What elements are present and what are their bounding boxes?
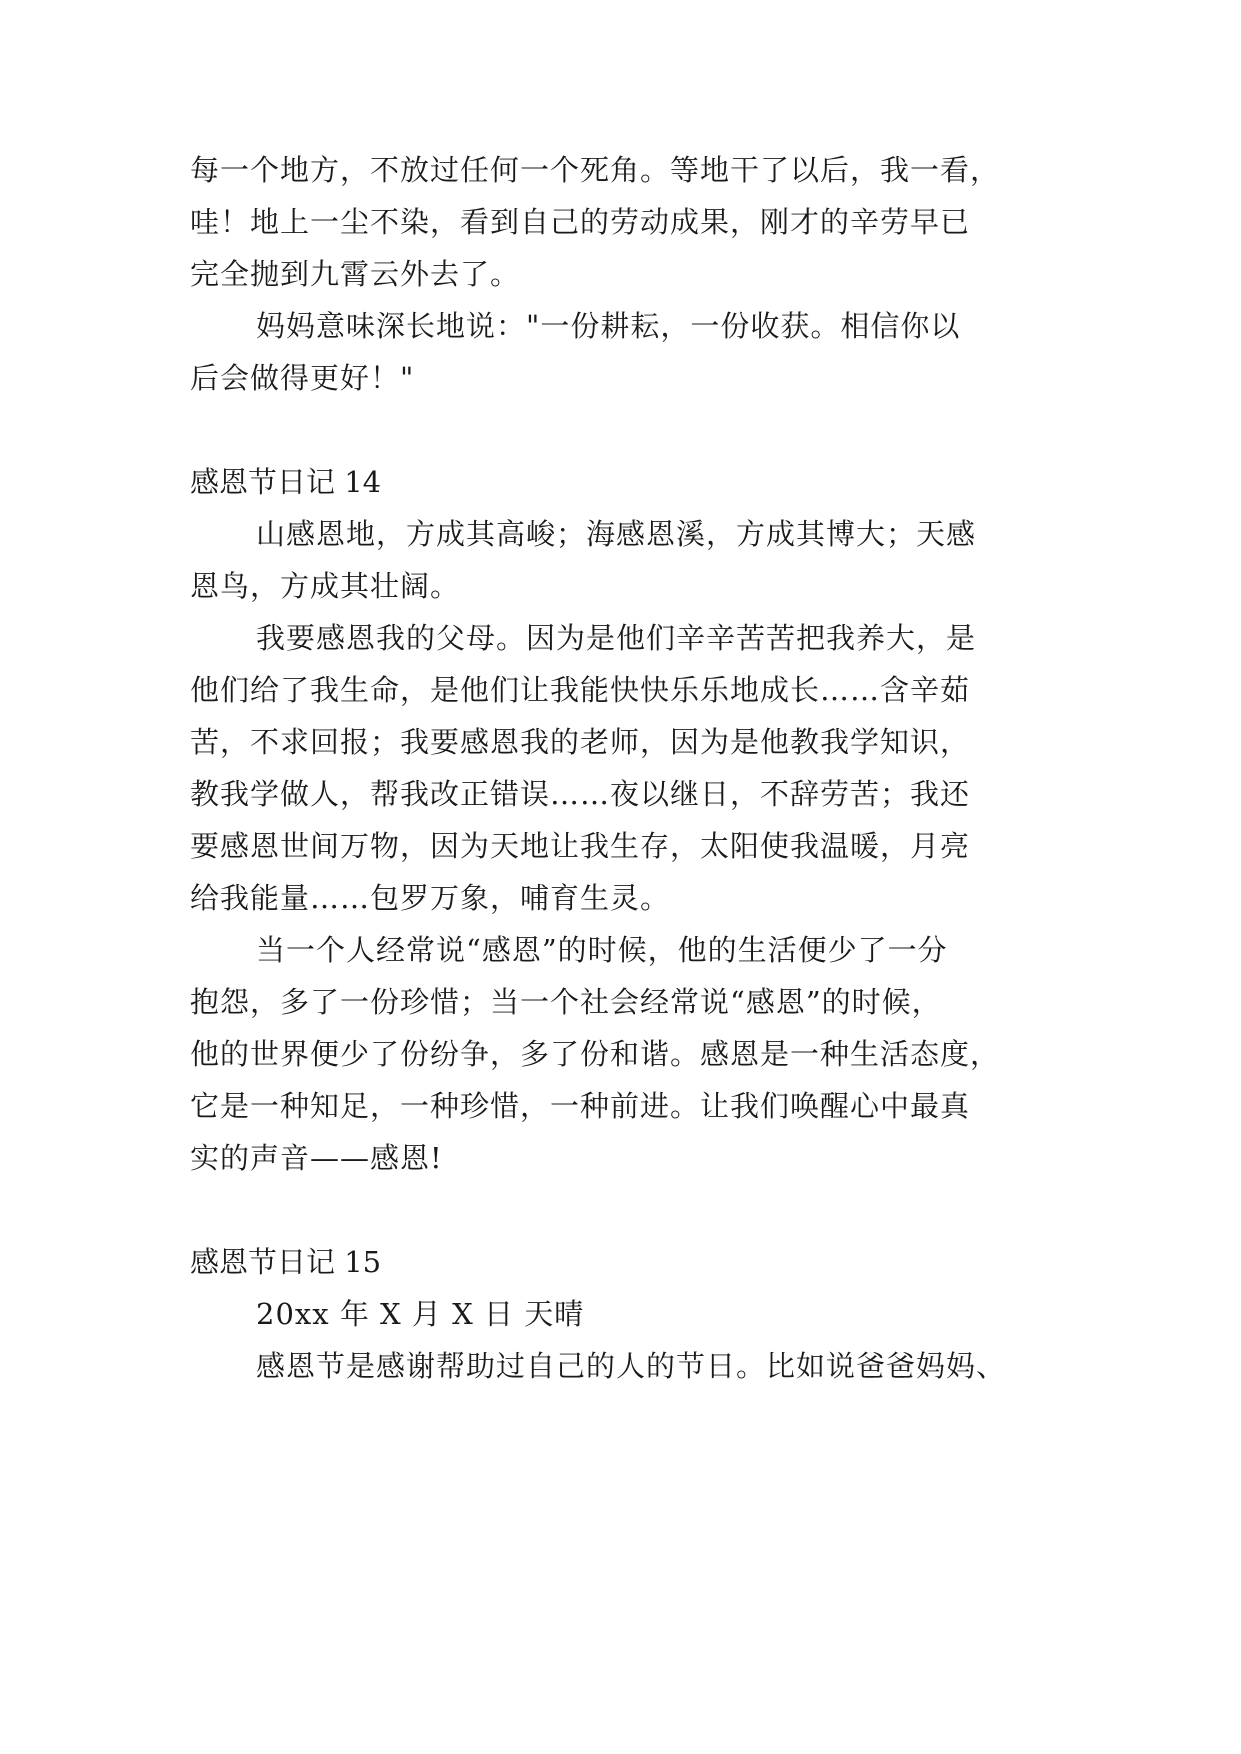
text-line: 感恩节是感谢帮助过自己的人的节日。比如说爸爸妈妈、 [256,1349,1007,1383]
section-title: 感恩节日记 14 [190,465,382,499]
text-line: 他的世界便少了份纷争，多了份和谐。感恩是一种生活态度， [190,1037,1001,1071]
text-line: 当一个人经常说“感恩”的时候，他的生活便少了一分 [256,933,948,967]
section-title: 感恩节日记 15 [190,1245,382,1279]
text-line: 实的声音——感恩! [190,1141,443,1175]
text-line: 妈妈意味深长地说："一份耕耘，一份收获。相信你以 [256,309,961,343]
text-line: 恩鸟，方成其壮阔。 [190,569,461,603]
text-line: 给我能量……包罗万象，哺育生灵。 [190,881,671,915]
text-line: 他们给了我生命，是他们让我能快快乐乐地成长……含辛茹 [190,673,971,707]
text-line: 后会做得更好！" [190,361,415,395]
text-line: 完全抛到九霄云外去了。 [190,257,521,291]
text-line: 要感恩世间万物，因为天地让我生存，太阳使我温暖，月亮 [190,829,971,863]
text-line: 抱怨，多了一份珍惜；当一个社会经常说“感恩”的时候， [190,985,942,1019]
text-line: 教我学做人，帮我改正错误……夜以继日，不辞劳苦；我还 [190,777,971,811]
text-line: 我要感恩我的父母。因为是他们辛辛苦苦把我养大，是 [256,621,977,655]
text-line: 每一个地方，不放过任何一个死角。等地干了以后，我一看， [190,153,1001,187]
text-line: 苦，不求回报；我要感恩我的老师，因为是他教我学知识， [190,725,971,759]
date-line: 20xx 年 X 月 X 日 天晴 [256,1297,585,1331]
text-line: 山感恩地，方成其高峻；海感恩溪，方成其博大；天感 [256,517,977,551]
text-line: 它是一种知足，一种珍惜，一种前进。让我们唤醒心中最真 [190,1089,971,1123]
text-line: 哇！地上一尘不染，看到自己的劳动成果，刚才的辛劳早已 [190,205,971,239]
